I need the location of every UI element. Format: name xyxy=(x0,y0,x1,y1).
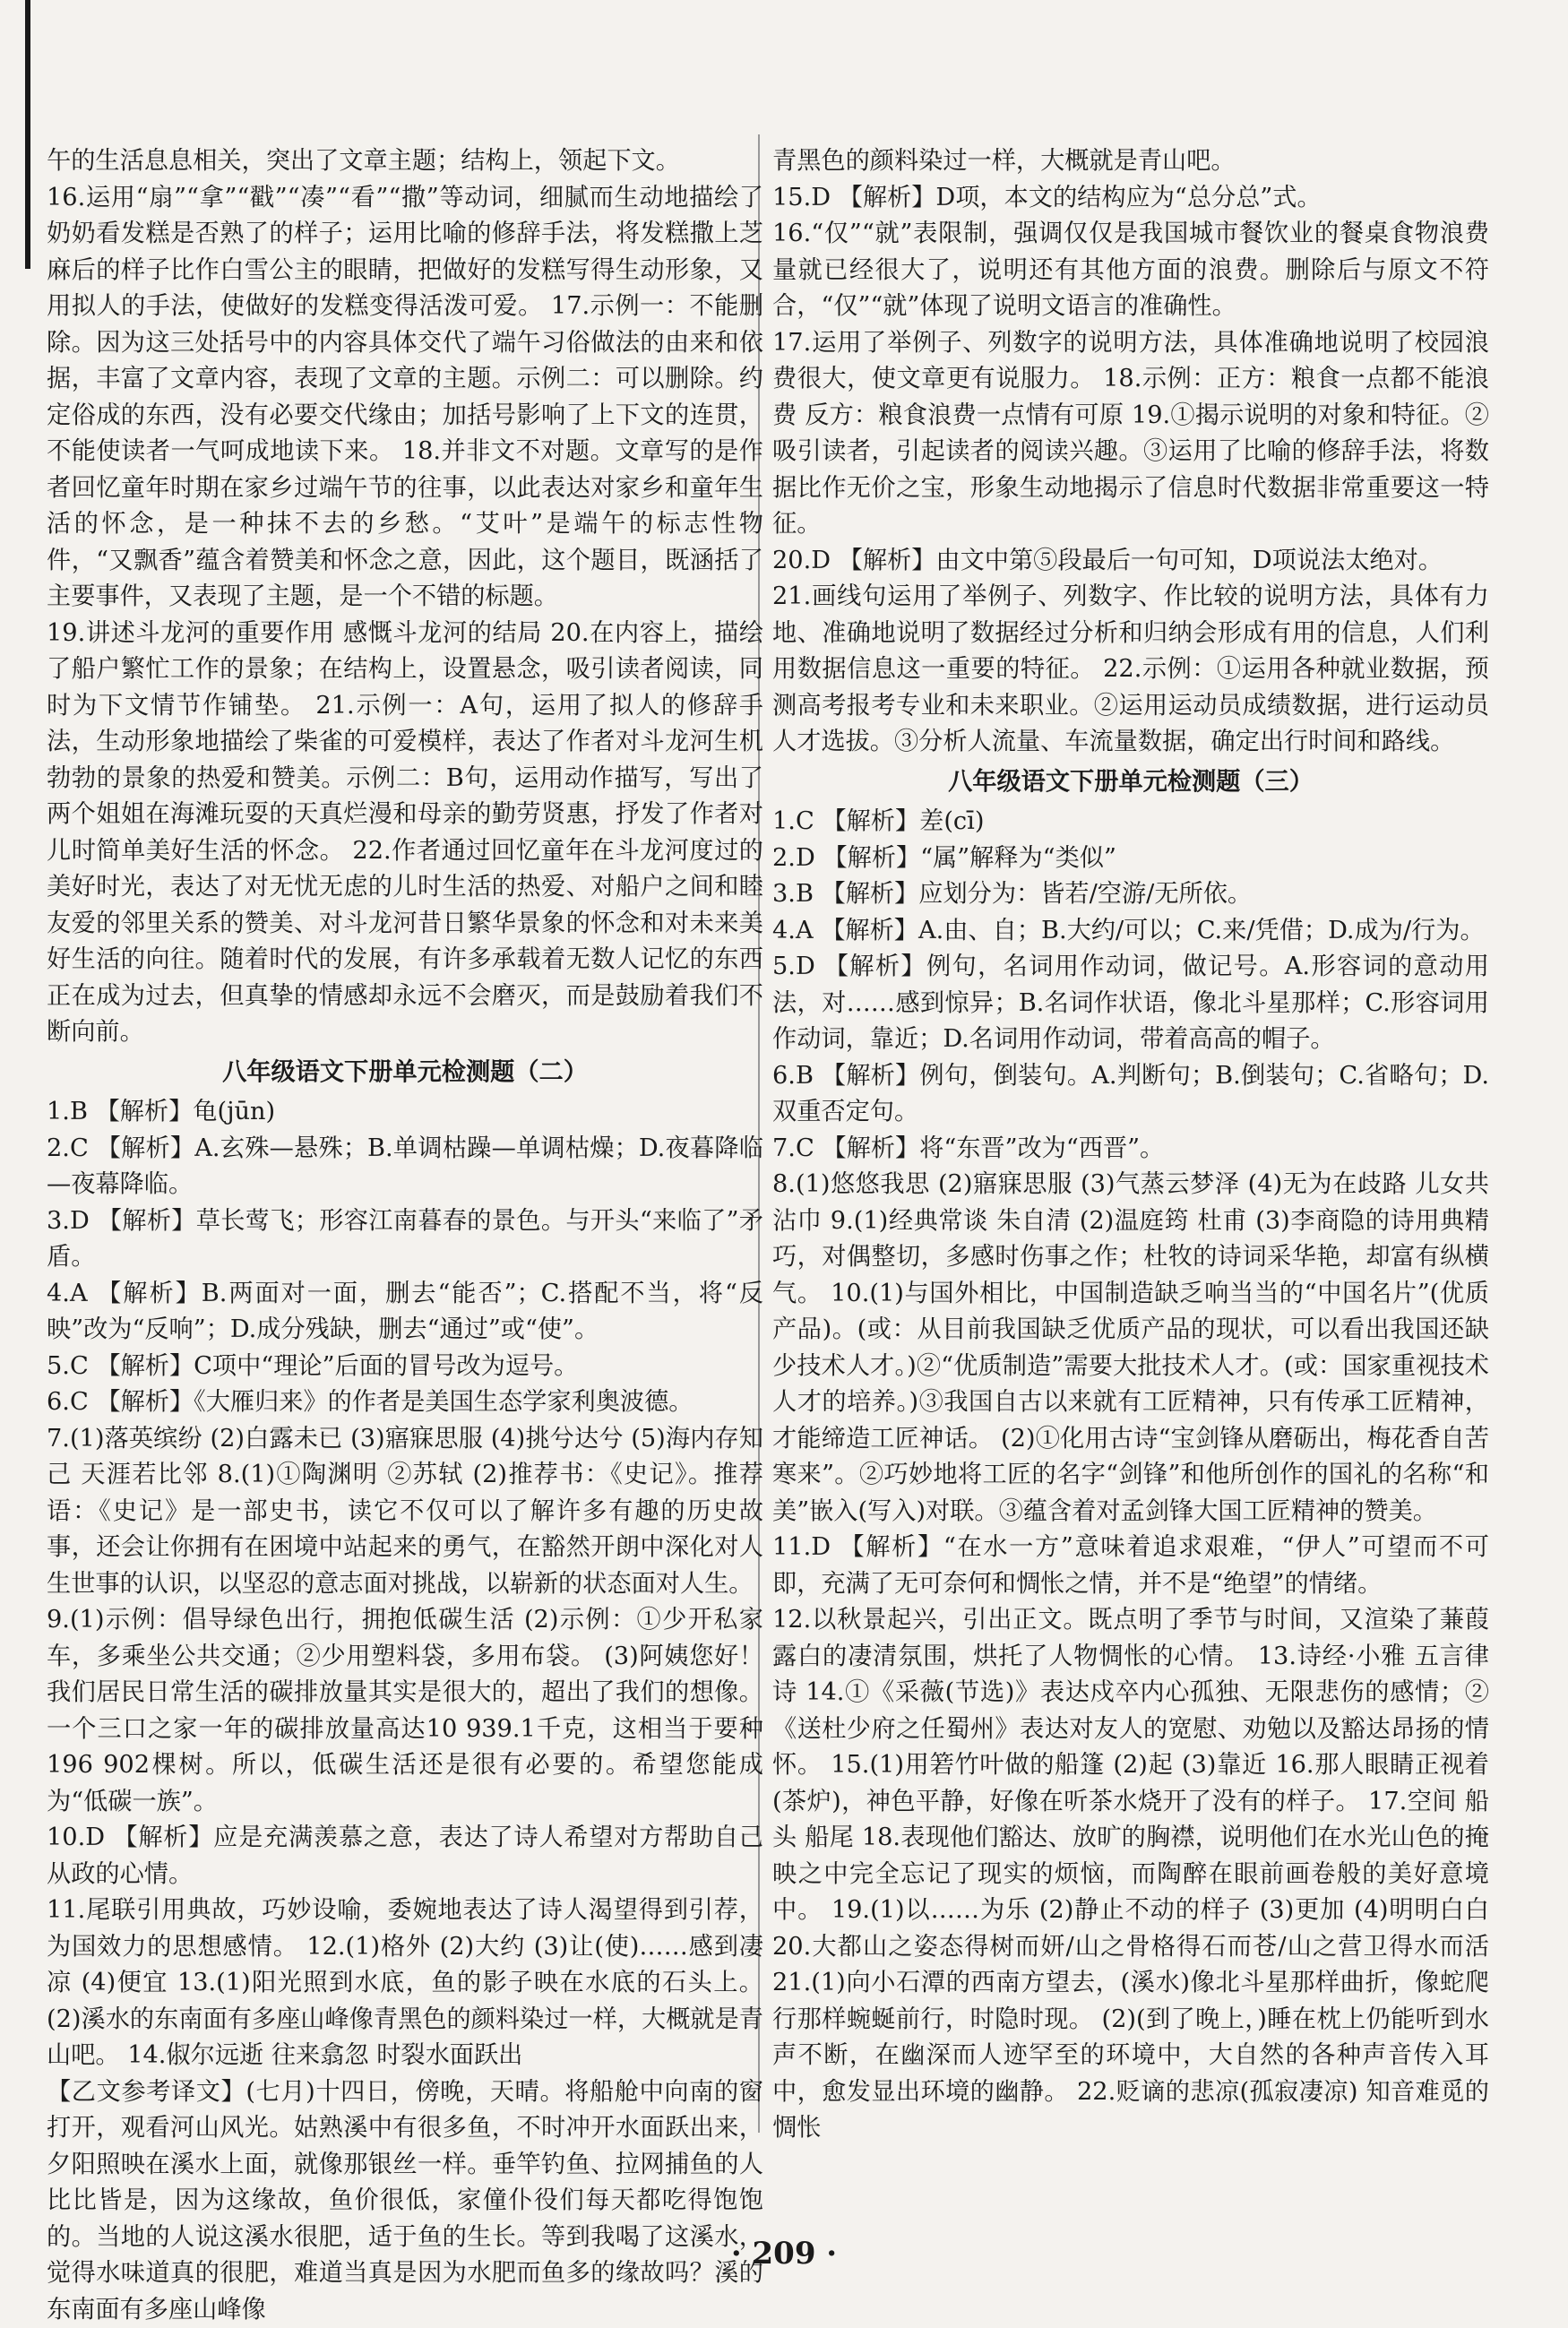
paragraph: 7.(1)落英缤纷 (2)白露未已 (3)寤寐思服 (4)挑兮达兮 (5)海内存知己 天涯若比邻 8.(1)①陶渊明 ②苏轼 (2)推荐书：《史记》。推荐语：《史记》是一部史书，读它不仅可以了解许多有趣的历史故事，还会让你拥有在困境中站起来的勇气，在豁然开朗中深化对人生世事的认识，以坚忍的意志面对挑战，以崭新的状态面对人生。 xyxy=(47,1421,763,1603)
section-title-test-2: 八年级语文下册单元检测题（二） xyxy=(47,1055,763,1091)
paragraph: 4.A 【解析】A.由、自；B.大约/可以；C.来/凭借；D.成为/行为。 xyxy=(772,913,1489,950)
paragraph: 17.运用了举例子、列数字的说明方法，具体准确地说明了校园浪费很大，使文章更有说服力。 18.示例：正方：粮食一点都不能浪费 反方：粮食浪费一点情有可原 19.①揭示说明的对象和特征。②吸引读者，引起读者的阅读兴趣。③运用了比喻的修辞手法，将数据比作无价之宝，形象生动地揭示了信息时代数据非常重要这一特征。 xyxy=(772,325,1489,543)
paragraph: 1.C 【解析】差(cī) xyxy=(772,804,1489,841)
paragraph: 5.D 【解析】例句，名词用作动词，做记号。A.形容词的意动用法，对……感到惊异；B.名词作状语，像北斗星那样；C.形容词用作动词，靠近；D.名词用作动词，带着高高的帽子。 xyxy=(772,949,1489,1058)
paragraph: 3.B 【解析】应划分为：皆若/空游/无所依。 xyxy=(772,876,1489,913)
paragraph: 6.C 【解析】《大雁归来》的作者是美国生态学家利奥波德。 xyxy=(47,1384,763,1421)
paragraph: 3.D 【解析】草长莺飞；形容江南暮春的景色。与开头“来临了”矛盾。 xyxy=(47,1203,763,1276)
paragraph: 19.讲述斗龙河的重要作用 感慨斗龙河的结局 20.在内容上，描绘了船户繁忙工作的景象；在结构上，设置悬念，吸引读者阅读，同时为下文情节作铺垫。 21.示例一：A句，运用了拟人的修辞手法，生动形象地描绘了柴雀的可爱模样，表达了作者对斗龙河生机勃勃的景象的热爱和赞美。示例二：B句，运用动作描写，写出了两个姐姐在海滩玩耍的天真烂漫和母亲的勤劳贤惠，抒发了作者对儿时简单美好生活的怀念。 22.作者通过回忆童年在斗龙河度过的美好时光，表达了对无忧无虑的儿时生活的热爱、对船户之间和睦友爱的邻里关系的赞美、对斗龙河昔日繁华景象的怀念和对未来美好生活的向往。随着时代的发展，有许多承载着无数人记忆的东西正在成为过去，但真挚的情感却永远不会磨灭，而是鼓励着我们不断向前。 xyxy=(47,616,763,1051)
paragraph: 6.B 【解析】例句，倒装句。A.判断句；B.倒装句；C.省略句；D.双重否定句。 xyxy=(772,1058,1489,1131)
paragraph: 2.D 【解析】“属”解释为“类似” xyxy=(772,841,1489,877)
paragraph: 青黑色的颜料染过一样，大概就是青山吧。 xyxy=(772,143,1489,180)
left-column xyxy=(47,143,763,2328)
paragraph: 1.B 【解析】龟(jūn) xyxy=(47,1094,763,1131)
paragraph: 21.画线句运用了举例子、列数字、作比较的说明方法，具体有力地、准确地说明了数据经过分析和归纳会形成有用的信息，人们利用数据信息这一重要的特征。 22.示例：①运用各种就业数据，预测高考报考专业和未来职业。②运用运动员成绩数据，进行运动员人才选拔。③分析人流量、车流量数据，确定出行时间和路线。 xyxy=(772,579,1489,761)
paragraph: 12.以秋景起兴，引出正文。既点明了季节与时间，又渲染了蒹葭露白的凄清氛围，烘托了人物惆怅的心情。 13.诗经·小雅 五言律诗 14.①《采薇(节选)》表达戍卒内心孤独、无限悲伤的感情；②《送杜少府之任蜀州》表达对友人的宽慰、劝勉以及豁达昂扬的情怀。 15.(1)用箬竹叶做的船篷 (2)起 (3)靠近 16.那人眼睛正视着(茶炉)，神色平静，好像在听茶水烧开了没有的样子。 17.空间 船头 船尾 18.表现他们豁达、放旷的胸襟，说明他们在水光山色的掩映之中完全忘记了现实的烦恼，而陶醉在眼前画卷般的美好意境中。 19.(1)以……为乐 (2)静止不动的样子 (3)更加 (4)明明白白 20.大都山之姿态得树而妍/山之骨格得石而苍/山之营卫得水而活 21.(1)向小石潭的西南方望去，(溪水)像北斗星那样曲折，像蛇爬行那样蜿蜒前行，时隐时现。 (2)(到了晚上，)睡在枕上仍能听到水声不断，在幽深而人迹罕至的环境中，大自然的各种声音传入耳中，愈发显出环境的幽静。 22.贬谪的悲凉(孤寂凄凉) 知音难觅的惆怅 xyxy=(772,1602,1489,2147)
paragraph: 9.(1)示例：倡导绿色出行，拥抱低碳生活 (2)示例：①少开私家车，多乘坐公共交通；②少用塑料袋，多用布袋。 (3)阿姨您好！我们居民日常生活的碳排放量其实是很大的，超出了我们的想像。一个三口之家一年的碳排放量高达10 939.1千克，这相当于要种196 902棵树。所以，低碳生活还是很有必要的。希望您能成为“低碳一族”。 xyxy=(47,1602,763,1820)
paragraph: 16.“仅”“就”表限制，强调仅仅是我国城市餐饮业的餐桌食物浪费量就已经很大了，说明还有其他方面的浪费。删除后与原文不符合，“仅”“就”体现了说明文语言的准确性。 xyxy=(772,216,1489,325)
paragraph: 4.A 【解析】B.两面对一面，删去“能否”；C.搭配不当，将“反映”改为“反响”；D.成分残缺，删去“通过”或“使”。 xyxy=(47,1276,763,1349)
paragraph: 20.D 【解析】由文中第⑤段最后一句可知，D项说法太绝对。 xyxy=(772,543,1489,580)
paragraph: 7.C 【解析】将“东晋”改为“西晋”。 xyxy=(772,1131,1489,1168)
page-number: · 209 · xyxy=(0,2236,1568,2272)
left-edge-bar xyxy=(25,0,30,269)
paragraph: 2.C 【解析】A.玄殊—悬殊；B.单调枯躁—单调枯燥；D.夜暮降临—夜幕降临。 xyxy=(47,1131,763,1203)
paragraph: 16.运用“扇”“拿”“戳”“凑”“看”“撒”等动词，细腻而生动地描绘了奶奶看发糕是否熟了的样子；运用比喻的修辞手法，将发糕撒上芝麻后的样子比作白雪公主的眼睛，把做好的发糕写得生动形象，又用拟人的手法，使做好的发糕变得活泼可爱。 17.示例一：不能删除。因为这三处括号中的内容具体交代了端午习俗做法的由来和依据，丰富了文章内容，表现了文章的主题。示例二：可以删除。约定俗成的东西，没有必要交代缘由；加括号影响了上下文的连贯，不能使读者一气呵成地读下来。 18.并非文不对题。文章写的是作者回忆童年时期在家乡过端午节的往事，以此表达对家乡和童年生活的怀念，是一种抹不去的乡愁。“艾叶”是端午的标志性物件，“又飘香”蕴含着赞美和怀念之意，因此，这个题目，既涵括了主要事件，又表现了主题，是一个不错的标题。 xyxy=(47,180,763,616)
paragraph: 8.(1)悠悠我思 (2)寤寐思服 (3)气蒸云梦泽 (4)无为在歧路 儿女共沾巾 9.(1)经典常谈 朱自清 (2)温庭筠 杜甫 (3)李商隐的诗用典精巧，对偶整切，多感时伤事之作；杜牧的诗词采华艳，却富有纵横气。 10.(1)与国外相比，中国制造缺乏响当当的“中国名片”(优质产品)。(或：从目前我国缺乏优质产品的现状，可以看出我国还缺少技术人才。)②“优质制造”需要大批技术人才。(或：国家重视技术人才的培养。)③我国自古以来就有工匠精神，只有传承工匠精神，才能缔造工匠神话。 (2)①化用古诗“宝剑锋从磨砺出，梅花香自苦寒来”。②巧妙地将工匠的名字“剑锋”和他所创作的国礼的名称“和美”嵌入(写入)对联。③蕴含着对孟剑锋大国工匠精神的赞美。 xyxy=(772,1167,1489,1530)
paragraph: 10.D 【解析】应是充满羡慕之意，表达了诗人希望对方帮助自己从政的心情。 xyxy=(47,1820,763,1893)
paragraph: 15.D 【解析】D项，本文的结构应为“总分总”式。 xyxy=(772,180,1489,217)
paragraph: 11.尾联引用典故，巧妙设喻，委婉地表达了诗人渴望得到引荐，为国效力的思想感情。 12.(1)格外 (2)大约 (3)让(使)……感到凄凉 (4)便宜 13.(1)阳光照到水底，鱼的影子映在水底的石头上。 (2)溪水的东南面有多座山峰像青黑色的颜料染过一样，大概就是青山吧。 14.俶尔远逝 往来翕忽 时裂水面跃出 xyxy=(47,1893,763,2074)
paragraph: 5.C 【解析】C项中“理论”后面的冒号改为逗号。 xyxy=(47,1349,763,1385)
section-title-test-3: 八年级语文下册单元检测题（三） xyxy=(772,764,1489,801)
paragraph: 午的生活息息相关，突出了文章主题；结构上，领起下文。 xyxy=(47,143,763,180)
right-column xyxy=(772,143,1489,2147)
paragraph: 11.D 【解析】“在水一方”意味着追求艰难，“伊人”可望而不可即，充满了无可奈何和惆怅之情，并不是“绝望”的情绪。 xyxy=(772,1530,1489,1602)
paragraph: 【乙文参考译文】(七月)十四日，傍晚，天晴。将船舱中向南的窗打开，观看河山风光。姑熟溪中有很多鱼，不时冲开水面跃出来，夕阳照映在溪水上面，就像那银丝一样。垂竿钓鱼、拉网捕鱼的人比比皆是，因为这缘故，鱼价很低，家僮仆役们每天都吃得饱饱的。当地的人说这溪水很肥，适于鱼的生长。等到我喝了这溪水，觉得水味道真的很肥，难道当真是因为水肥而鱼多的缘故吗？溪的东南面有多座山峰像 xyxy=(47,2074,763,2328)
